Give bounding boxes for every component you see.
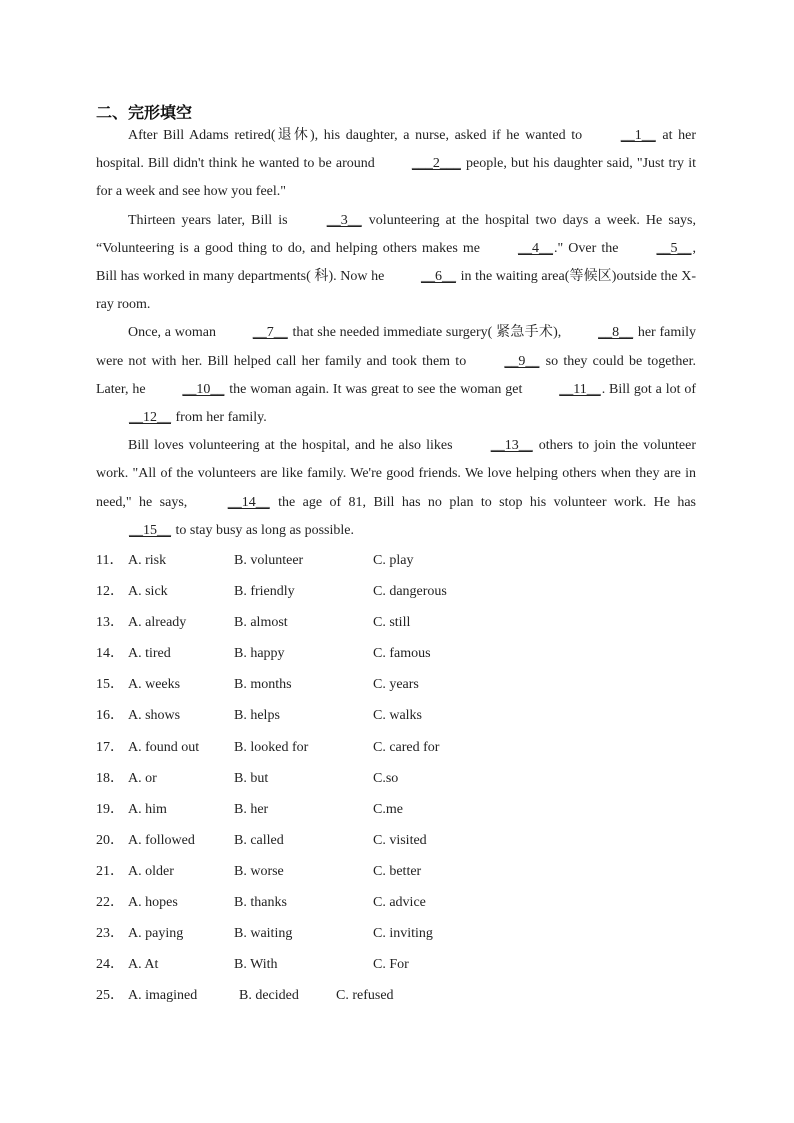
option-b: B. With xyxy=(234,957,278,973)
blank-3: __3__ xyxy=(326,212,362,228)
question-number: 12． xyxy=(96,584,124,600)
passage-text: , Bill has worked in many departments( 科). Now he xyxy=(96,240,696,285)
question-row xyxy=(96,918,696,949)
option-b: B. happy xyxy=(234,646,285,662)
option-c: C. years xyxy=(373,677,419,693)
passage-text: from her family. xyxy=(172,410,267,426)
question-row xyxy=(96,794,696,825)
passage-text: ." Over the xyxy=(554,240,624,256)
option-b: B. almost xyxy=(234,615,288,631)
passage-text: After Bill Adams retired(退休), his daughter, a nurse, asked if he wanted to xyxy=(128,128,588,143)
option-c: C.so xyxy=(373,770,399,786)
passage-paragraph-4 xyxy=(96,432,696,545)
question-number: 15． xyxy=(96,677,124,693)
question-number: 21． xyxy=(96,863,124,879)
option-c: C. cared for xyxy=(373,739,440,755)
question-row xyxy=(96,856,696,887)
question-number: 20． xyxy=(96,832,124,848)
option-a: A. tired xyxy=(128,646,171,662)
passage-text: others to join the volunteer work. "All of the volunteers are like family. We're good friends. We love helping others when they are in need," he says, xyxy=(96,438,696,510)
option-b: B. friendly xyxy=(234,584,295,600)
option-c: C. dangerous xyxy=(373,584,447,600)
passage-text: in the waiting area(等候区)outside the X-ray room. xyxy=(96,269,697,313)
question-number: 16． xyxy=(96,708,124,724)
passage-text: Bill loves volunteering at the hospital, and he also likes xyxy=(128,438,458,454)
question-number: 17． xyxy=(96,739,124,755)
option-c: C. play xyxy=(373,553,414,568)
blank-13: __13__ xyxy=(490,438,533,454)
question-row xyxy=(96,732,696,763)
passage-text: to stay busy as long as possible. xyxy=(172,522,354,538)
passage-text: at her hospital. Bill didn't think he wanted to be around xyxy=(96,128,697,172)
option-a: A. hopes xyxy=(128,895,178,911)
blank-4: __4__ xyxy=(518,240,554,256)
blank-14: __14__ xyxy=(227,494,270,510)
question-row xyxy=(96,545,696,576)
question-row xyxy=(96,638,696,669)
section-heading: 二、完形填空 xyxy=(96,103,193,122)
question-number: 25． xyxy=(96,988,124,1004)
option-c: C. better xyxy=(373,863,422,879)
question-number: 23． xyxy=(96,926,124,942)
cloze-passage xyxy=(96,122,696,545)
option-a: A. or xyxy=(128,770,157,786)
blank-9: __9__ xyxy=(504,353,540,369)
option-b: B. helps xyxy=(234,708,280,724)
question-row xyxy=(96,607,696,638)
passage-text: Once, a woman xyxy=(128,325,220,341)
question-number: 14． xyxy=(96,646,124,662)
blank-11: __11__ xyxy=(559,381,601,397)
blank-1: __1__ xyxy=(620,128,656,143)
option-b: B. decided xyxy=(239,988,299,1004)
option-a: A. older xyxy=(128,863,174,879)
option-a: A. shows xyxy=(128,708,181,724)
question-row xyxy=(96,576,696,607)
answer-options xyxy=(96,545,696,1011)
option-c: C. still xyxy=(373,615,411,631)
option-a: A. found out xyxy=(128,739,200,755)
option-b: B. volunteer xyxy=(234,553,304,568)
question-row xyxy=(96,825,696,856)
option-a: A. already xyxy=(128,615,187,631)
option-b: B. looked for xyxy=(234,739,309,755)
passage-text: her family were not with her. Bill helped call her family and took them to xyxy=(96,325,697,369)
blank-5: __5__ xyxy=(656,240,692,256)
option-a: A. him xyxy=(128,801,167,817)
passage-text: so they could be together. Later, he xyxy=(96,353,696,397)
option-a: A. imagined xyxy=(128,988,198,1004)
option-b: B. months xyxy=(234,677,292,693)
question-row xyxy=(96,980,696,1011)
option-c: C. For xyxy=(373,957,409,973)
option-b: B. called xyxy=(234,832,284,848)
option-a: A. paying xyxy=(128,926,184,942)
blank-7: __7__ xyxy=(252,325,288,341)
blank-15: __15__ xyxy=(129,522,171,538)
passage-text: the woman again. It was great to see the woman get xyxy=(225,381,527,397)
passage-paragraph-2 xyxy=(96,207,696,320)
blank-8: __8__ xyxy=(598,325,634,341)
passage-text: the age of 81, Bill has no plan to stop his volunteer work. He has xyxy=(270,494,696,510)
option-b: B. but xyxy=(234,770,269,786)
option-c: C. walks xyxy=(373,708,422,724)
question-number: 18． xyxy=(96,770,124,786)
option-c: C.me xyxy=(373,801,403,817)
option-c: C. visited xyxy=(373,832,427,848)
blank-6: __6__ xyxy=(420,269,456,285)
option-a: A. weeks xyxy=(128,677,181,693)
passage-text: that she needed immediate surgery( 紧急手术), xyxy=(288,325,566,341)
option-c: C. refused xyxy=(336,988,394,1004)
question-row xyxy=(96,887,696,918)
question-row xyxy=(96,763,696,794)
option-b: B. worse xyxy=(234,863,284,879)
option-a: A. followed xyxy=(128,832,195,848)
blank-2: ___2___ xyxy=(411,156,461,172)
passage-text: people, but his daughter said, "Just try it for a week and see how you feel." xyxy=(96,156,696,200)
option-c: C. advice xyxy=(373,895,426,911)
question-row xyxy=(96,669,696,700)
option-c: C. inviting xyxy=(373,926,433,942)
passage-paragraph-3 xyxy=(96,319,696,432)
question-number: 19． xyxy=(96,801,124,817)
option-a: A. risk xyxy=(128,553,167,568)
question-number: 22． xyxy=(96,895,124,911)
passage-text: Thirteen years later, Bill is xyxy=(128,212,294,228)
option-b: B. thanks xyxy=(234,895,287,911)
option-a: A. sick xyxy=(128,584,168,600)
option-b: B. her xyxy=(234,801,269,817)
option-a: A. At xyxy=(128,957,159,973)
option-b: B. waiting xyxy=(234,926,293,942)
passage-paragraph-1 xyxy=(96,122,696,207)
blank-10: __10__ xyxy=(182,381,225,397)
passage-text: volunteering at the hospital two days a week. He says, “Volunteering is a good thing to do, and helping others makes me xyxy=(96,212,696,256)
blank-12: __12__ xyxy=(129,410,171,426)
question-number: 24． xyxy=(96,957,124,973)
question-number: 11． xyxy=(96,553,124,568)
option-c: C. famous xyxy=(373,646,431,662)
question-row xyxy=(96,700,696,731)
question-row xyxy=(96,949,696,980)
question-number: 13． xyxy=(96,615,124,631)
passage-text: . Bill got a lot of xyxy=(601,381,697,397)
